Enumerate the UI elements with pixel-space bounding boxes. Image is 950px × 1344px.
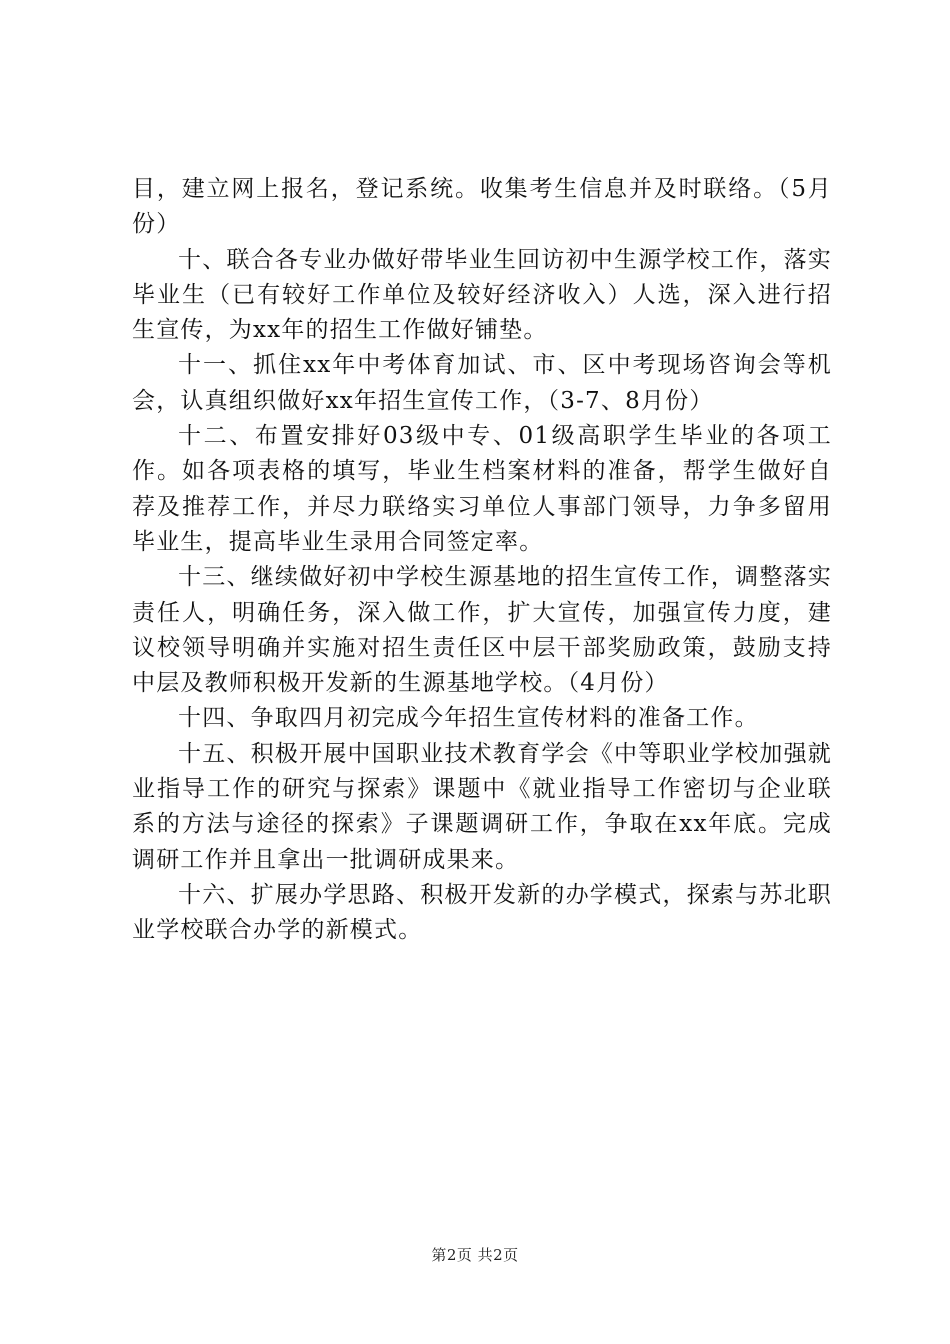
document-body — [132, 172, 832, 949]
paragraph-item-14: 十四、争取四月初完成今年招生宣传材料的准备工作。 — [178, 705, 759, 732]
paragraph-item-15: 十五、积极开展中国职业技术教育学会《中等职业学校加强就业指导工作的研究与探索》课题中《就业指导工作密切与企业联系的方法与途径的探索》子课题调研工作，争取在xx年底。完成调研工作并且拿出一批调研成果来。 — [132, 740, 832, 873]
paragraph-item-16: 十六、扩展办学思路、积极开发新的办学模式，探索与苏北职业学校联合办学的新模式。 — [132, 881, 832, 944]
paragraph-continuation: 目，建立网上报名，登记系统。收集考生信息并及时联络。（5月份） — [132, 176, 832, 238]
paragraph-item-13: 十三、继续做好初中学校生源基地的招生宣传工作，调整落实责任人，明确任务，深入做工作，扩大宣传，加强宣传力度，建议校领导明确并实施对招生责任区中层干部奖励政策，鼓励支持中层及教师积极开发新的生源基地学校。（4月份） — [132, 564, 832, 697]
paragraph-item-11: 十一、抓住xx年中考体育加试、市、区中考现场咨询会等机会，认真组织做好xx年招生宣传工作，（3-7、8月份） — [132, 352, 832, 414]
page-footer: 第2页 共2页 — [431, 1246, 519, 1264]
paragraph-item-10: 十、联合各专业办做好带毕业生回访初中生源学校工作，落实毕业生（已有较好工作单位及较好经济收入）人选，深入进行招生宣传，为xx年的招生工作做好铺垫。 — [132, 246, 832, 344]
paragraph-item-12: 十二、布置安排好03级中专、01级高职学生毕业的各项工作。如各项表格的填写，毕业生档案材料的准备，帮学生做好自荐及推荐工作，并尽力联络实习单位人事部门领导，力争多留用毕业生，提高毕业生录用合同签定率。 — [132, 423, 832, 555]
